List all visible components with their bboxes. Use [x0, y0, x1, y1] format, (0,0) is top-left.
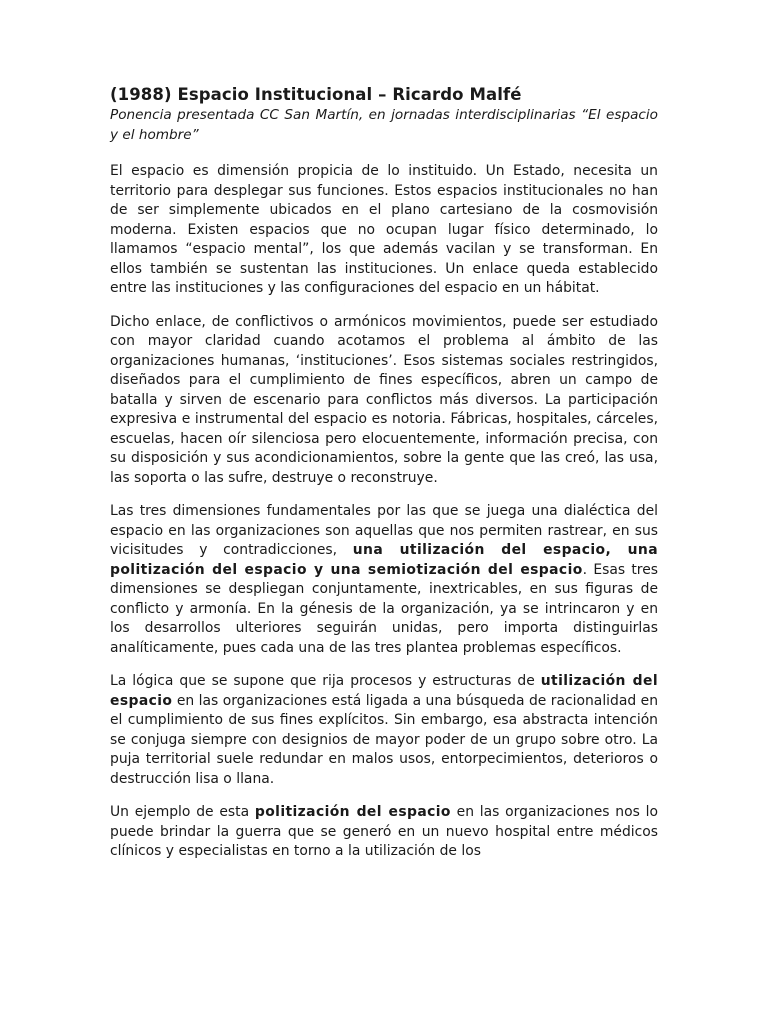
paragraph-5-text-b: en las organizaciones nos lo puede brindar la guerra que se generó en un nuevo hospital entre médicos clínicos y especialistas en torno a la utilización de los [110, 804, 658, 859]
paragraph-3-text-a: Las tres dimensiones fundamentales por las que se juega una dialéctica del espacio en las organizaciones son aquellas que nos permiten rastrear, en sus vicisitudes y contradicciones, [110, 503, 658, 558]
paragraph-5-bold: politización del espacio [254, 804, 451, 820]
paragraph-5 [110, 803, 658, 862]
paragraph-4-bold: utilización del espacio [110, 673, 658, 709]
paragraph-3 [110, 502, 658, 658]
paragraph-2: Dicho enlace, de conflictivos o armónicos movimientos, puede ser estudiado con mayor claridad cuando acotamos el problema al ámbito de las organizaciones humanas, ‘instituciones’. Esos sistemas sociales restringidos, diseñados para el cumplimiento de fines específicos, abren un campo de batalla y sirven de escenario para conflictos más diversos. La participación expresiva e instrumental del espacio es notoria. Fábricas, hospitales, cárceles, escuelas, hacen oír silenciosa pero elocuentemente, información precisa, con su disposición y sus acondicionamientos, sobre la gente que las creó, las usa, las soporta o las sufre, destruye o reconstruye. [110, 313, 658, 486]
document-title: (1988) Espacio Institucional – Ricardo Malfé [110, 85, 522, 104]
paragraph-3-bold: una utilización del espacio, una politización del espacio y una semiotización del espacio [110, 542, 658, 578]
paragraph-3-text-b: . Esas tres dimensiones se despliegan conjuntamente, inextricables, en sus figuras de conflicto y armonía. En la génesis de la organización, ya se intrincaron y en los desarrollos ulteriores seguirán unidas, pero importa distinguirlas analíticamente, pues cada una de las tres plantea problemas específicos. [110, 561, 658, 656]
paragraph-1: El espacio es dimensión propicia de lo instituido. Un Estado, necesita un territorio para desplegar sus funciones. Estos espacios institucionales no han de ser simplemente ubicados en el plano cartesiano de la cosmovisión moderna. Existen espacios que no ocupan lugar físico determinado, lo llamamos “espacio mental”, los que además vacilan y se transforman. En ellos también se sustentan las instituciones. Un enlace queda establecido entre las instituciones y las configuraciones del espacio en un hábitat. [110, 163, 658, 296]
paragraph-4-text-a: La lógica que se supone que rija procesos y estructuras de [110, 673, 541, 689]
document-subtitle: Ponencia presentada CC San Martín, en jornadas interdisciplinarias “El espacio y el hombre” [110, 107, 658, 143]
paragraph-5-text-a: Un ejemplo de esta [110, 804, 255, 820]
paragraph-4 [110, 672, 658, 789]
paragraph-4-text-b: en las organizaciones está ligada a una búsqueda de racionalidad en el cumplimiento de sus fines explícitos. Sin embargo, esa abstracta intención se conjuga siempre con designios de mayor poder de un grupo sobre otro. La puja territorial suele redundar en malos usos, entorpecimientos, deterioros o destrucción lisa o llana. [110, 692, 658, 787]
